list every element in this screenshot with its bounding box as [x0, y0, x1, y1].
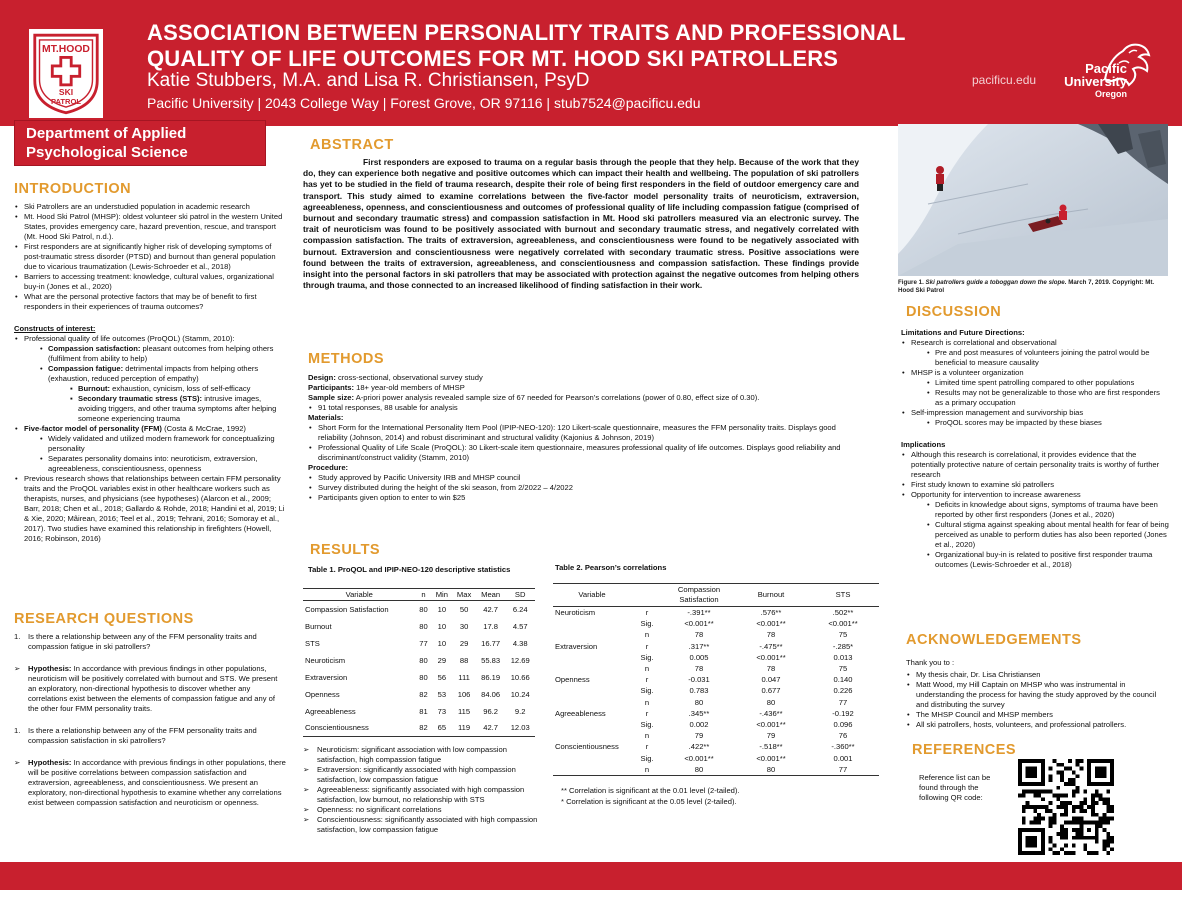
t1-row — [303, 703, 535, 720]
implications-title: Implications — [901, 440, 946, 449]
pacific-university-logo — [1037, 39, 1167, 101]
t1-value-cell: 53 — [437, 689, 447, 699]
t2-value-cell: 0.002 — [689, 720, 709, 730]
t2-stat-cell: n — [644, 697, 650, 707]
boxer-mascot-icon — [1099, 39, 1155, 89]
pu-logo-line1: Pacific — [1085, 61, 1127, 76]
t2-row — [553, 618, 879, 629]
t2-stat-cell: n — [631, 764, 663, 776]
ski-patrol-logo — [29, 29, 103, 118]
t1-value-cell: 106 — [457, 689, 471, 699]
intro-bullet: • Barriers to accessing treatment: knowledge, cultural values, organizational buy-in (Jones et al., 2020) — [14, 272, 286, 292]
question-1: 1. Is there a relationship between any of the FFM personality traits and compassion fatigue in ski patrollers? — [14, 632, 257, 651]
note-1: ** Correlation is significant at the 0.01 level (2-tailed). — [561, 786, 740, 795]
t1-value-cell: 4.57 — [512, 621, 528, 631]
t2-stat-cell: n — [644, 630, 650, 640]
t2-stat-cell: Sig. — [640, 753, 654, 763]
t1-row — [303, 652, 535, 669]
implication-item: • First study known to examine ski patrollers — [901, 480, 1169, 490]
t1-value-cell: 50 — [459, 604, 469, 614]
t2-stat-cell: Sig. — [640, 652, 654, 662]
title-line-2: QUALITY OF LIFE OUTCOMES FOR MT. HOOD SKI PATROLLERS — [147, 46, 839, 71]
t2-value-cell: 0.140 — [833, 675, 853, 685]
t2-header: Compassion Satisfaction — [663, 584, 735, 607]
t2-value-cell: 75 — [838, 664, 848, 674]
limitation-item: • MHSP is a volunteer organization — [901, 368, 1169, 378]
t2-value-cell: 0.226 — [833, 686, 853, 696]
dept-line-1: Department of Applied — [26, 125, 187, 142]
discussion-section — [901, 328, 1169, 570]
t1-header: SD — [505, 589, 535, 601]
t2-value-cell: -.518** — [759, 742, 783, 752]
implication-sub: • Cultural stigma against speaking about mental health for fear of being perceived as unable to perform duties has also been reported (Jones et al., 2020) — [901, 520, 1169, 550]
t2-value-cell: <0.001** — [756, 720, 786, 730]
t1-value-cell: 73 — [437, 706, 447, 716]
t1-value-cell: 88 — [459, 655, 469, 665]
t1-value-cell: 29 — [459, 638, 469, 648]
t2-stat-cell: Sig. — [640, 619, 654, 629]
university-url: pacificu.edu — [972, 73, 1037, 87]
t2-variable-cell — [553, 618, 631, 629]
procedure-3: • Participants given option to enter to win $25 — [308, 493, 860, 503]
t2-variable-cell: Conscientiousness — [555, 742, 619, 752]
abstract-heading: ABSTRACT — [310, 137, 394, 153]
t2-value-cell: 79 — [694, 731, 704, 741]
t2-variable-cell — [553, 719, 631, 730]
procedure-2: • Survey distributed during the height of the ski season, from 2/2022 – 4/2022 — [308, 483, 860, 493]
poster-footer — [0, 862, 1182, 890]
material-2: • Professional Quality of Life Scale (ProQOL): 30 Likert-scale item questionnaire, measures professional quality of life outcomes. Displays good reliability and discriminant/construct validity (Stamm, 2010) — [308, 443, 860, 463]
t2-row — [553, 708, 879, 719]
t2-value-cell: 0.047 — [761, 675, 781, 685]
t2-variable-cell — [553, 652, 631, 663]
implication-sub: • Deficits in knowledge about signs, symptoms of trauma have been reported by other first responders (Jones et al., 2020) — [901, 500, 1169, 520]
correlations-table — [553, 583, 879, 776]
hypothesis-2: ➢ Hypothesis: In accordance with previous findings in other populations, there will be positive correlations between compassion satisfaction and extraversion, agreeableness, and conscientiousness. We present an exploratory, non-directional hypothesis to examine whether any correlations exist between compassion satisfaction and neuroticism or openness. — [14, 758, 286, 808]
introduction-section — [14, 202, 286, 544]
t2-variable-cell — [553, 753, 631, 764]
t1-row — [303, 720, 535, 737]
t2-value-cell: 80 — [766, 697, 776, 707]
t2-value-cell: 76 — [838, 731, 848, 741]
t2-header: STS — [807, 584, 879, 607]
t1-header: Max — [452, 589, 476, 601]
t2-stat-cell: r — [645, 742, 649, 752]
pu-logo-line2: University — [1064, 74, 1127, 89]
t1-value-cell: 119 — [452, 720, 476, 737]
research-questions-section — [14, 632, 286, 808]
t2-value-cell: 0.783 — [689, 686, 709, 696]
t1-value-cell: 16.77 — [481, 638, 501, 648]
implication-item: • Although this research is correlational, it provides evidence that the potentially protective nature of certain personality traits is worthy of further research — [901, 450, 1169, 480]
ack-item: • My thesis chair, Dr. Lisa Christiansen — [906, 670, 1168, 680]
t2-value-cell: -.391** — [687, 608, 711, 617]
t2-value-cell: 78 — [766, 664, 776, 674]
ffm-sub-bullet: • Separates personality domains into: neuroticism, extraversion, agreeableness, conscientiousness, openness — [14, 454, 286, 474]
materials-title: Materials: — [308, 413, 344, 422]
t2-variable-cell — [553, 730, 631, 741]
implication-item: • Opportunity for intervention to increase awareness — [901, 490, 1169, 500]
t2-value-cell: .345** — [688, 708, 710, 718]
t1-row — [303, 669, 535, 686]
t2-row — [553, 685, 879, 696]
t2-value-cell: -0.031 — [688, 675, 710, 685]
t2-value-cell: 80 — [735, 764, 807, 776]
t1-row — [303, 618, 535, 635]
t1-value-cell: 17.8 — [483, 621, 499, 631]
t2-row — [553, 719, 879, 730]
t2-variable-cell — [553, 663, 631, 674]
results-heading: RESULTS — [310, 542, 381, 558]
descriptive-stats-table — [303, 588, 535, 737]
t1-value-cell: 29 — [437, 655, 447, 665]
t1-value-cell: 10.24 — [510, 689, 530, 699]
introduction-heading: INTRODUCTION — [14, 181, 132, 197]
t1-value-cell: 86.19 — [481, 672, 501, 682]
t2-variable-cell: Neuroticism — [555, 608, 596, 617]
pu-logo-line3: Oregon — [1094, 89, 1127, 99]
t2-stat-cell: r — [645, 608, 649, 617]
t1-value-cell: 111 — [458, 672, 470, 682]
t2-row — [553, 730, 879, 741]
hypothesis-1: ➢ Hypothesis: In accordance with previous findings in other populations, neuroticism will be positively correlated with burnout and STS. We present an exploratory, non-directional hypothesis to discover whether any correlations exist between the elements of compassion fatigue and any of the other four FMM personality traits. — [14, 664, 286, 714]
t2-value-cell: 80 — [663, 764, 735, 776]
intro-bullet: • First responders are at significantly higher risk of developing symptoms of post-traumatic stress disorder (PTSD) and burnout than general population due to vicarious traumatization (Lewis-Schroeder et al., 2018) — [14, 242, 286, 272]
t1-header: Variable — [303, 589, 415, 601]
t1-variable-cell: Conscientiousness — [303, 720, 415, 737]
cs-bullet: • Compassion satisfaction: pleasant outcomes from helping others (fulfilment from ability to help) — [14, 344, 286, 364]
t1-variable-cell: Compassion Satisfaction — [305, 604, 389, 614]
t1-value-cell: 82 — [419, 689, 428, 699]
t2-value-cell: 0.096 — [833, 720, 853, 730]
ack-item: • All ski patrollers, hosts, volunteers, and professional patrollers. — [906, 720, 1168, 730]
limitation-item: • Self-impression management and survivorship bias — [901, 408, 1169, 418]
t2-variable-cell — [553, 764, 631, 776]
t1-value-cell: 115 — [458, 706, 471, 716]
t2-header — [631, 584, 663, 607]
participants-line: Participants: 18+ year-old members of MHSP — [308, 383, 465, 392]
t1-value-cell: 10 — [437, 638, 447, 648]
results-findings — [303, 745, 549, 835]
t2-value-cell: 0.001 — [833, 753, 853, 763]
t2-variable-cell: Extraversion — [555, 641, 598, 651]
intro-bullet: • Ski Patrollers are an understudied population in academic research — [14, 202, 286, 212]
t2-row — [553, 663, 879, 674]
methods-section — [308, 373, 860, 503]
limitation-sub: • ProQOL scores may be impacted by these biases — [901, 418, 1169, 428]
t1-value-cell: 9.2 — [514, 706, 526, 716]
t2-stat-cell: n — [644, 731, 650, 741]
t2-value-cell: 77 — [807, 764, 879, 776]
t2-value-cell: -0.192 — [832, 708, 854, 718]
t1-variable-cell: Burnout — [305, 621, 332, 631]
intro-bullet: • What are the personal protective factors that may be of benefit to first responders in their experiences of trauma outcomes? — [14, 292, 286, 312]
t1-value-cell: 96.2 — [483, 706, 499, 716]
limitation-sub: • Results may not be generalizable to those who are first responders as a primary occupation — [901, 388, 1169, 408]
t1-variable-cell: Extraversion — [305, 672, 348, 682]
sts-bullet: ▪ Secondary traumatic stress (STS): intrusive images, avoiding triggers, and other trauma symptoms after helping someone experiencing trauma — [14, 394, 286, 424]
t1-header: Min — [431, 589, 452, 601]
t2-value-cell: .576** — [760, 608, 782, 617]
t2-stat-cell: r — [645, 708, 649, 718]
ffm-sub-bullet: • Widely validated and utilized modern framework for conceptualizing personality — [14, 434, 286, 454]
t1-row — [303, 601, 535, 618]
ack-item: • Matt Wood, my Hill Captain on MHSP who was instrumental in understanding the process for having the study approved by the council and distributing the survey — [906, 680, 1168, 710]
t2-value-cell: -.360** — [831, 742, 855, 752]
ffm-bullet: • Five-factor model of personality (FFM) (Costa & McCrae, 1992) — [14, 424, 286, 434]
finding-item: ➢ Openness: no significant correlations — [303, 805, 549, 815]
methods-heading: METHODS — [308, 351, 384, 367]
t1-value-cell: 80 — [419, 604, 428, 614]
t2-stat-cell: n — [644, 664, 650, 674]
t1-value-cell: 12.03 — [505, 720, 535, 737]
t2-value-cell: 79 — [766, 731, 776, 741]
t1-value-cell: 12.69 — [510, 655, 530, 665]
t2-value-cell: <0.001** — [684, 753, 714, 763]
t1-header: Mean — [476, 589, 506, 601]
affiliation: Pacific University | 2043 College Way | Forest Grove, OR 97116 | stub7524@pacificu.edu — [147, 95, 701, 111]
t1-variable-cell: Agreeableness — [305, 706, 356, 716]
ack-item: • The MHSP Council and MHSP members — [906, 710, 1168, 720]
finding-item: ➢ Extraversion: significantly associated with high compassion satisfaction, low compassion fatigue — [303, 765, 549, 785]
t2-value-cell: <0.001** — [756, 652, 786, 662]
t2-variable-cell — [553, 697, 631, 708]
design-line: Design: cross-sectional, observational survey study — [308, 373, 483, 382]
t2-stat-cell: r — [645, 641, 649, 651]
department-box — [14, 120, 266, 166]
t2-row — [553, 674, 879, 685]
acknowledgements-heading: ACKNOWLEDGEMENTS — [906, 632, 1082, 648]
t1-row — [303, 686, 535, 703]
t2-row — [553, 753, 879, 764]
t2-value-cell: <0.001** — [756, 753, 786, 763]
t2-value-cell: -.475** — [759, 641, 783, 651]
t2-value-cell: .422** — [688, 742, 710, 752]
t2-header: Variable — [553, 584, 631, 607]
t2-value-cell: .502** — [832, 608, 854, 617]
t1-value-cell: 4.38 — [512, 638, 528, 648]
constructs-title: Constructs of interest: — [14, 324, 96, 333]
finding-item: ➢ Conscientiousness: significantly associated with high compassion satisfaction, low compassion fatigue — [303, 815, 549, 835]
proqol-bullet: • Professional quality of life outcomes (ProQOL) (Stamm, 2010): — [14, 334, 286, 344]
t2-row — [553, 607, 879, 619]
t2-stat-cell: Sig. — [640, 686, 654, 696]
t2-stat-cell: Sig. — [640, 720, 654, 730]
finding-item: ➢ Neuroticism: significant association with low compassion satisfaction, high compassion fatigue — [303, 745, 549, 765]
t1-value-cell: 81 — [419, 706, 428, 716]
finding-item: ➢ Agreeableness: significantly associated with high compassion satisfaction, low burnout, no relationship with STS — [303, 785, 549, 805]
burnout-bullet: ▪ Burnout: exhaustion, cynicism, loss of self-efficacy — [14, 384, 286, 394]
t2-row — [553, 741, 879, 752]
previous-research-bullet: • Previous research shows that relationships between certain FFM personality traits and the ProQOL variables exist in other healthcare workers such as therapists, nurses, and physicians (see hypotheses) (Alarcon et al., 2009; Barr, 2018; Chen et al., 2018; Gallardo & Rohde, 2018; Handini et al, 2019; Li & Xie, 2020; Mâirean, 2016; Teel et al., 2019; Tehrani, 2016; Somoray et al., 2017). Two studies have examined this relationship in firefighters (Howell, 2016; Robinson, 2016) — [14, 474, 286, 544]
t2-body — [553, 607, 879, 776]
t2-stat-cell: r — [645, 675, 649, 685]
t2-row — [553, 641, 879, 652]
t1-value-cell: 42.7 — [483, 604, 499, 614]
table2-caption: Table 2. Pearson’s correlations — [555, 563, 667, 572]
t1-value-cell: 80 — [419, 672, 428, 682]
t2-variable-cell: Openness — [555, 675, 590, 685]
t2-row — [553, 629, 879, 640]
poster-title — [147, 20, 987, 72]
t2-variable-cell — [553, 685, 631, 696]
discussion-heading: DISCUSSION — [906, 304, 1002, 320]
implication-sub: • Organizational buy-in is related to positive first responder trauma outcomes (Lewis-Schroeder et al., 2018) — [901, 550, 1169, 570]
t2-value-cell: .317** — [688, 641, 710, 651]
t1-value-cell: 80 — [419, 655, 428, 665]
t2-value-cell: 78 — [766, 630, 776, 640]
table1-caption: Table 1. ProQOL and IPIP-NEO-120 descriptive statistics — [308, 565, 511, 574]
t2-value-cell: 0.013 — [833, 652, 853, 662]
ack-intro: Thank you to : — [906, 658, 955, 667]
title-line-1: ASSOCIATION BETWEEN PERSONALITY TRAITS AND PROFESSIONAL — [147, 20, 906, 45]
t2-value-cell: 0.677 — [761, 686, 781, 696]
limitation-sub: • Limited time spent patrolling compared to other populations — [901, 378, 1169, 388]
t1-value-cell: 42.7 — [476, 720, 506, 737]
t1-value-cell: 10.66 — [510, 672, 530, 682]
t1-value-cell: 56 — [437, 672, 447, 682]
references-text: Reference list can be found through the following QR code: — [919, 773, 991, 802]
limitations-title: Limitations and Future Directions: — [901, 328, 1025, 337]
t1-variable-cell: Neuroticism — [305, 655, 346, 665]
acknowledgements-section — [906, 658, 1168, 730]
t1-value-cell: 10 — [437, 621, 447, 631]
t2-variable-cell: Agreeableness — [555, 708, 606, 718]
question-2: 1. Is there a relationship between any of the FFM personality traits and compassion satisfaction in ski patrollers? — [14, 726, 257, 745]
t2-value-cell: 0.005 — [689, 652, 709, 662]
t1-row — [303, 635, 535, 652]
t1-value-cell: 77 — [419, 638, 428, 648]
qr-code[interactable] — [1018, 759, 1114, 855]
t2-header: Burnout — [735, 584, 807, 607]
t2-value-cell: -.285* — [832, 641, 854, 651]
logo-top-text: MT.HOOD — [42, 44, 90, 56]
t2-row — [553, 697, 879, 708]
limitation-sub: • Pre and post measures of volunteers joining the patrol would be beneficial to measure causality — [901, 348, 1169, 368]
t1-value-cell: 6.24 — [512, 604, 528, 614]
cf-bullet: • Compassion fatigue: detrimental impacts from helping others (exhaustion, reduced perception of empathy) — [14, 364, 286, 384]
ski-patrol-photo — [898, 124, 1168, 276]
table2-notes — [561, 785, 871, 807]
t2-value-cell: <0.001** — [684, 619, 714, 629]
logo-ski-text: SKI — [58, 86, 74, 97]
t2-value-cell: -.436** — [759, 708, 783, 718]
t1-variable-cell: Openness — [305, 689, 340, 699]
logo-patrol-text: PATROL — [51, 97, 81, 107]
t1-value-cell: 30 — [459, 621, 469, 631]
intro-bullet: • Mt. Hood Ski Patrol (MHSP): oldest volunteer ski patrol in the western United States, provides emergency care, hazard prevention, rescue, and transport (Mt. Hood Ski Patrol, n.d.). — [14, 212, 286, 242]
t2-value-cell: 77 — [838, 697, 848, 707]
t1-value-cell: 55.83 — [481, 655, 501, 665]
sample-line: Sample size: A-priori power analysis revealed sample size of 67 needed for Pearson’s correlations (power of 0.80, effect size of 0.30). — [308, 393, 760, 402]
sample-sub: • 91 total responses, 88 usable for analysis — [308, 403, 860, 413]
note-2: * Correlation is significant at the 0.05 level (2-tailed). — [561, 797, 737, 806]
t2-value-cell: <0.001** — [756, 619, 786, 629]
t2-value-cell: 75 — [838, 630, 848, 640]
material-1: • Short Form for the International Personality Item Pool (IPIP-NEO-120): 120 Likert-scale questionnaire, measures the FFM personality traits. Displays good reliability (Johnson, 2014) and robust discriminant and structural validity (Kajonius & Johnson, 2019) — [308, 423, 860, 443]
t1-value-cell: 80 — [419, 621, 428, 631]
t2-variable-cell — [553, 629, 631, 640]
t1-value-cell: 84.06 — [481, 689, 501, 699]
dept-line-2: Psychological Science — [26, 144, 188, 161]
references-heading: REFERENCES — [912, 742, 1017, 758]
t1-header: n — [415, 589, 431, 601]
poster-header — [0, 0, 1182, 126]
t2-value-cell: 80 — [694, 697, 704, 707]
t2-value-cell: <0.001** — [828, 619, 858, 629]
t2-row — [553, 764, 879, 776]
procedure-1: • Study approved by Pacific University IRB and MHSP council — [308, 473, 860, 483]
t2-value-cell: 78 — [694, 630, 704, 640]
research-questions-heading: RESEARCH QUESTIONS — [14, 611, 194, 627]
authors: Katie Stubbers, M.A. and Lisa R. Christiansen, PsyD — [147, 70, 590, 91]
figure-caption: Figure 1. Ski patrollers guide a toboggan down the slope. March 7, 2019. Copyright: Mt. Hood Ski Patrol — [898, 279, 1155, 294]
t1-value-cell: 82 — [415, 720, 431, 737]
t2-row — [553, 652, 879, 663]
t2-value-cell: 78 — [694, 664, 704, 674]
procedure-title: Procedure: — [308, 463, 349, 472]
abstract-text: First responders are exposed to trauma on a regular basis through the people that they help. Because of the work that they do, they can experience both negative and positive outcomes which can impact their health and wellbeing. The population of ski patrollers has yet to be studied in the field of trauma research, despite their role of being first responders in the field of outdoor emergency care and transport. This study aimed to examine correlations between the five-factor model personality traits of neuroticism, extraversion, agreeableness, openness, and conscientiousness and outcomes of professional quality of life including compassion fatigue (comprised of burnout and secondary traumatic stress) and compassion satisfaction in Mt. Hood ski patrollers measured via an electronic survey. The trait of neuroticism was found to be positively associated with burnout and secondary traumatic stress, and negatively correlated with compassion satisfaction. The traits of extraversion, agreeableness, and conscientiousness were found to be negatively associated with burnout. Extraversion and conscientiousness were negatively correlated with secondary traumatic stress. Positive associations were found between the traits of extraversion, agreeableness, and conscientiousness and compassion satisfaction. These findings provide insight into the personal factors in ski patrollers that may be associated with protection against the negative outcomes from helping others through trauma, and those connected to an increased likelihood of finding satisfaction in their work. — [303, 157, 859, 291]
t1-variable-cell: STS — [305, 638, 320, 648]
limitation-item: • Research is correlational and observational — [901, 338, 1169, 348]
t1-value-cell: 10 — [437, 604, 447, 614]
t1-body — [303, 601, 535, 737]
t1-value-cell: 65 — [431, 720, 452, 737]
